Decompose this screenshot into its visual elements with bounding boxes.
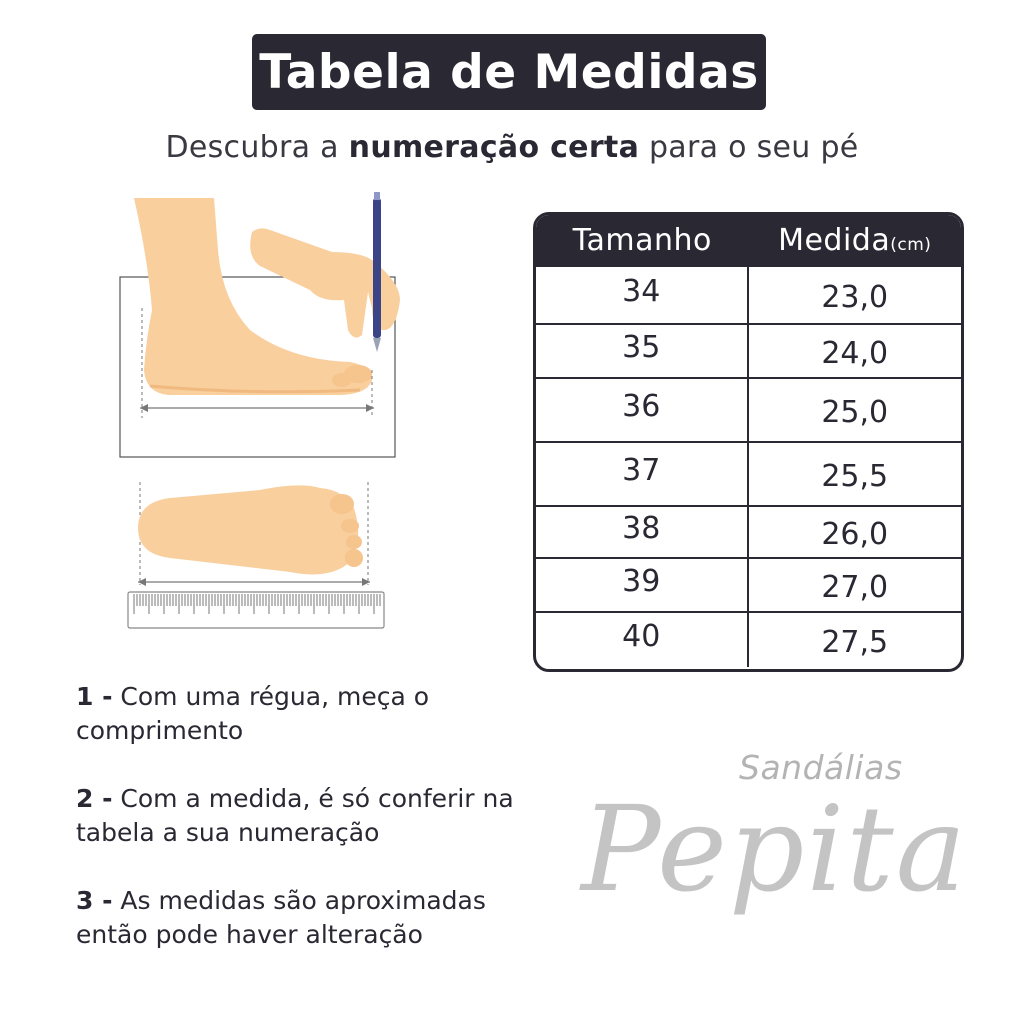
table-body	[536, 265, 961, 667]
size-cell: 38	[536, 507, 749, 557]
size-cell: 37	[536, 443, 749, 505]
table-header	[536, 215, 961, 265]
measure-cell: 23,0	[821, 279, 889, 315]
table-row	[536, 265, 961, 323]
table-row	[536, 377, 961, 441]
title-banner	[252, 34, 766, 110]
brand-logo	[575, 740, 975, 960]
subtitle-end: para o seu pé	[639, 130, 859, 165]
ruler-icon	[128, 592, 384, 628]
step-text: As medidas são aproximadas então pode haver alteração	[76, 886, 486, 949]
brand-small-text: Sandálias	[739, 748, 903, 787]
size-cell: 39	[536, 559, 749, 611]
size-cell: 35	[536, 325, 749, 377]
header-unit: (cm)	[890, 234, 932, 255]
brand-name: Pepita	[581, 780, 968, 918]
step-1	[76, 680, 536, 748]
size-table	[533, 212, 964, 672]
header-measure	[749, 223, 962, 258]
measure-cell: 26,0	[821, 516, 889, 552]
table-row	[536, 611, 961, 667]
step-text: Com uma régua, meça o comprimento	[76, 682, 430, 745]
step-2	[76, 782, 536, 850]
table-row	[536, 557, 961, 611]
page-title: Tabela de Medidas	[259, 44, 759, 100]
pen-icon	[373, 192, 381, 352]
subtitle-bold: numeração certa	[348, 130, 640, 165]
step-number: 2 -	[76, 784, 113, 813]
subtitle	[0, 130, 1024, 165]
step-number: 1 -	[76, 682, 113, 711]
table-row	[536, 441, 961, 505]
size-cell: 36	[536, 379, 749, 441]
step-3	[76, 884, 536, 952]
table-row	[536, 505, 961, 557]
step-text: Com a medida, é só conferir na tabela a sua numeração	[76, 784, 514, 847]
header-size: Tamanho	[572, 222, 712, 258]
measure-cell: 25,5	[821, 458, 889, 494]
table-row	[536, 323, 961, 377]
sole-icon	[138, 485, 358, 574]
measure-cell: 24,0	[821, 335, 889, 371]
step-number: 3 -	[76, 886, 113, 915]
foot-measure-illustration	[110, 190, 410, 640]
measure-cell: 27,5	[821, 624, 889, 660]
instructions	[76, 680, 536, 986]
size-cell: 34	[536, 267, 749, 323]
subtitle-start: Descubra a	[165, 130, 349, 165]
measure-cell: 27,0	[821, 569, 889, 605]
header-measure-label: Medida	[778, 222, 891, 258]
size-cell: 40	[536, 613, 749, 667]
measure-cell: 25,0	[821, 394, 889, 430]
